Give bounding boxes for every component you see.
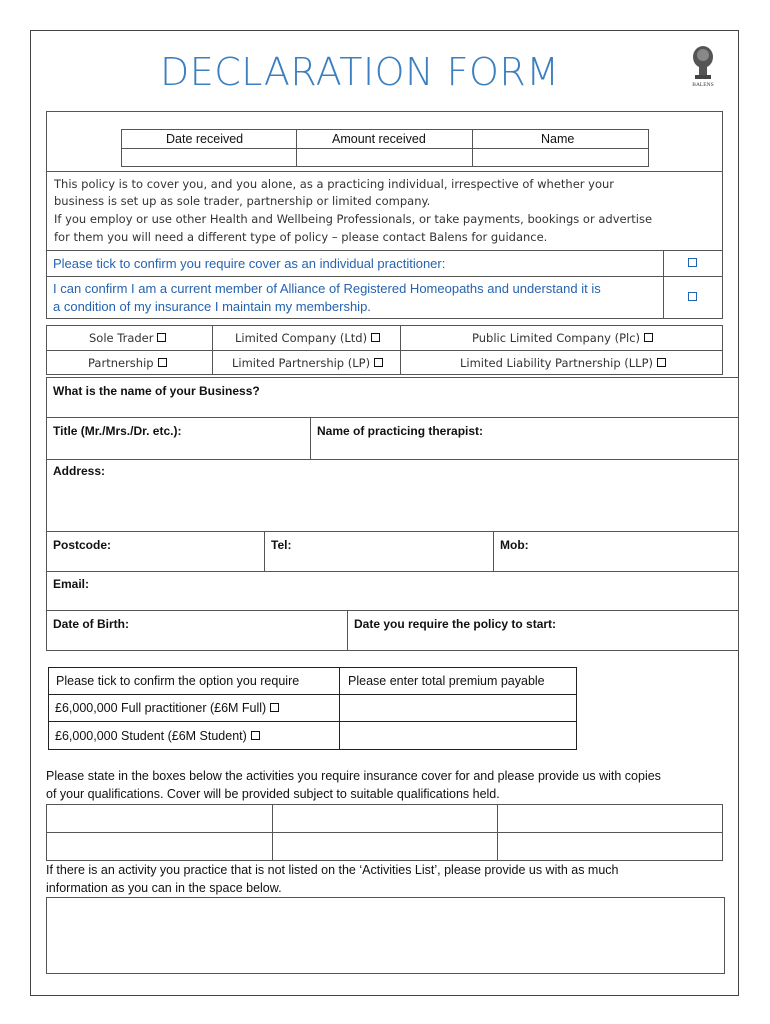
individual-confirm-label: Please tick to confirm you require cover as an individual practitioner:	[53, 256, 446, 271]
policy-text-line-2: business is set up as sole trader, partnership or limited company.	[54, 194, 431, 208]
balens-logo-icon	[684, 43, 722, 91]
amount-received-header: Amount received	[332, 132, 426, 146]
llp-option[interactable]: Limited Liability Partnership (LLP)	[460, 356, 666, 370]
activity-field-6[interactable]	[498, 833, 722, 860]
other-activity-instructions-1: If there is an activity you practice that is not listed on the ‘Activities List’, please provide us with as much	[46, 863, 619, 877]
activities-instructions-2: of your qualifications. Cover will be provided subject to suitable qualifications held.	[46, 787, 500, 801]
page-title: DECLARATION FORM	[160, 50, 560, 94]
full-practitioner-option[interactable]: £6,000,000 Full practitioner (£6M Full)	[55, 701, 279, 715]
partnership-checkbox[interactable]	[158, 358, 167, 367]
dob-field[interactable]	[47, 633, 346, 649]
other-activity-instructions-2: information as you can in the space below.	[46, 881, 282, 895]
date-received-field[interactable]	[122, 149, 295, 166]
name-header: Name	[541, 132, 575, 146]
activity-field-3[interactable]	[498, 805, 722, 831]
tel-field[interactable]	[265, 554, 492, 570]
business-name-label: What is the name of your Business?	[53, 384, 260, 398]
title-field[interactable]	[47, 440, 309, 458]
membership-confirm-checkbox[interactable]	[688, 292, 697, 301]
membership-confirm-label-1: I can confirm I am a current member of Alliance of Registered Homeopaths and understand it is	[53, 281, 601, 296]
lp-option[interactable]: Limited Partnership (LP)	[232, 356, 383, 370]
other-activity-field[interactable]	[46, 897, 725, 974]
membership-confirm-label-2: a condition of my insurance I maintain my membership.	[53, 299, 371, 314]
policy-text-line-1: This policy is to cover you, and you alone, as a practicing individual, irrespective of whether your	[54, 177, 615, 191]
email-label: Email:	[53, 577, 90, 591]
start-date-field[interactable]	[348, 633, 737, 649]
address-field[interactable]	[47, 480, 737, 530]
tel-label: Tel:	[271, 538, 292, 552]
sole-trader-checkbox[interactable]	[157, 333, 166, 342]
full-premium-field[interactable]	[341, 696, 575, 720]
postcode-field[interactable]	[47, 554, 263, 570]
individual-confirm-checkbox[interactable]	[688, 258, 697, 267]
ltd-checkbox[interactable]	[371, 333, 380, 342]
start-date-label: Date you require the policy to start:	[354, 617, 557, 631]
email-field[interactable]	[47, 593, 737, 609]
mob-field[interactable]	[494, 554, 737, 570]
business-name-field[interactable]	[47, 400, 737, 416]
partnership-option[interactable]: Partnership	[88, 356, 167, 370]
student-premium-field[interactable]	[341, 723, 575, 748]
activity-field-2[interactable]	[273, 805, 496, 831]
mob-label: Mob:	[500, 538, 529, 552]
dob-label: Date of Birth:	[53, 617, 129, 631]
postcode-label: Postcode:	[53, 538, 112, 552]
policy-text-line-4: for them you will need a different type of policy – please contact Balens for guidance.	[54, 230, 548, 244]
lp-checkbox[interactable]	[374, 358, 383, 367]
name-field[interactable]	[473, 149, 648, 166]
option-header: Please tick to confirm the option you require	[56, 674, 300, 688]
address-label: Address:	[53, 464, 106, 478]
premium-header: Please enter total premium payable	[348, 674, 545, 688]
therapist-name-label: Name of practicing therapist:	[317, 424, 484, 438]
policy-text-line-3: If you employ or use other Health and Wellbeing Professionals, or take payments, bookings or advertise	[54, 212, 653, 226]
full-practitioner-checkbox[interactable]	[270, 703, 279, 712]
plc-checkbox[interactable]	[644, 333, 653, 342]
balens-logo	[684, 43, 722, 91]
amount-received-field[interactable]	[297, 149, 471, 166]
activity-field-1[interactable]	[47, 805, 271, 831]
date-received-header: Date received	[166, 132, 244, 146]
sole-trader-option[interactable]: Sole Trader	[89, 331, 166, 345]
student-checkbox[interactable]	[251, 731, 260, 740]
student-option[interactable]: £6,000,000 Student (£6M Student)	[55, 729, 260, 743]
ltd-option[interactable]: Limited Company (Ltd)	[235, 331, 380, 345]
plc-option[interactable]: Public Limited Company (Plc)	[472, 331, 653, 345]
title-label: Title (Mr./Mrs./Dr. etc.):	[53, 424, 182, 438]
svg-text:BALENS: BALENS	[692, 82, 714, 88]
activity-field-5[interactable]	[273, 833, 496, 860]
llp-checkbox[interactable]	[657, 358, 666, 367]
therapist-name-field[interactable]	[311, 440, 737, 458]
activities-instructions-1: Please state in the boxes below the activities you require insurance cover for and please provide us with copies	[46, 769, 661, 783]
activity-field-4[interactable]	[47, 833, 271, 860]
